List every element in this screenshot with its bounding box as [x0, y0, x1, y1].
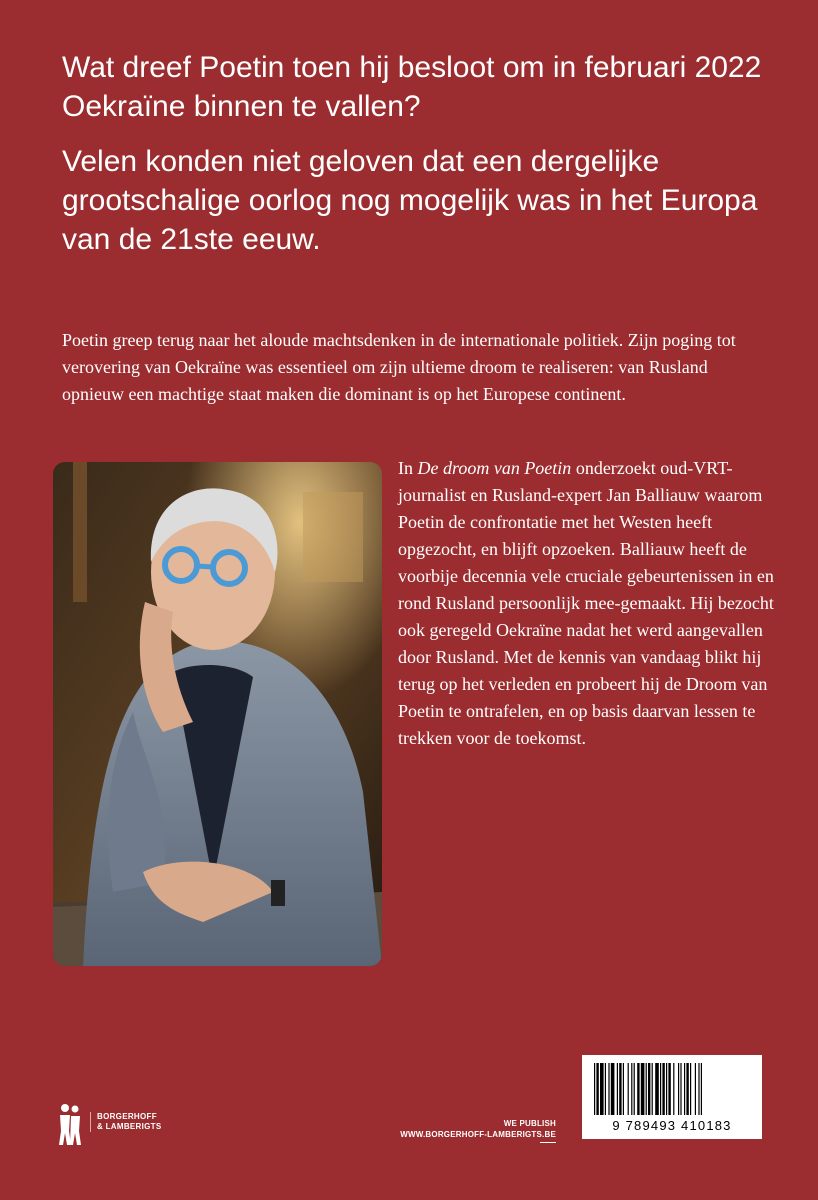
- barcode-bar: [660, 1063, 661, 1115]
- barcode-bar: [600, 1063, 604, 1115]
- barcode-bar: [605, 1063, 606, 1115]
- barcode-bar: [673, 1063, 674, 1115]
- barcode-bar: [698, 1063, 699, 1115]
- body-paragraph: [398, 455, 778, 752]
- barcode-bar: [611, 1063, 615, 1115]
- barcode-bar: [596, 1063, 598, 1115]
- barcode-bar: [668, 1063, 670, 1115]
- publisher-name: [90, 1112, 162, 1132]
- body-prefix: In: [398, 458, 418, 478]
- publisher-tagline: WE PUBLISH: [503, 1119, 556, 1128]
- publisher-name-line2: & LAMBERIGTS: [97, 1122, 162, 1131]
- publisher-web: [400, 1118, 556, 1140]
- barcode-bar: [634, 1063, 635, 1115]
- barcode-bar: [594, 1063, 595, 1115]
- isbn-number: 9 789493 410183: [612, 1118, 732, 1133]
- headline-statement: Velen konden niet geloven dat een dergelijke grootschalige oorlog nog mogelijk was in het Europa van de 21ste eeuw.: [62, 145, 758, 256]
- barcode-bar: [695, 1063, 696, 1115]
- barcode-bar: [617, 1063, 618, 1115]
- author-photo: [53, 462, 382, 966]
- barcode-bar: [655, 1063, 659, 1115]
- barcode-bar: [637, 1063, 639, 1115]
- barcode-bar: [684, 1063, 685, 1115]
- isbn-barcode: [582, 1055, 762, 1139]
- barcode-bar: [641, 1063, 645, 1115]
- divider: [540, 1142, 556, 1143]
- barcode-bars: [594, 1063, 750, 1115]
- intro-paragraph: Poetin greep terug naar het aloude machtsdenken in de internationale politiek. Zijn poging tot verovering van Oekraïne was essentieel om zijn ultieme droom te realiseren: van Rusland opnieuw een machtige staat maken die dominant is op het Europese continent.: [62, 330, 736, 404]
- book-title: De droom van Poetin: [417, 458, 572, 478]
- publisher-name-line1: BORGERHOFF: [97, 1112, 157, 1121]
- barcode-bar: [652, 1063, 653, 1115]
- barcode-bar: [701, 1063, 702, 1115]
- barcode-bar: [608, 1063, 609, 1115]
- barcode-bar: [628, 1063, 629, 1115]
- headline-question: Wat dreef Poetin toen hij besloot om in februari 2022 Oekraïne binnen te vallen?: [62, 51, 762, 123]
- body-text: onderzoekt oud-VRT-journalist en Rusland-expert Jan Balliauw waarom Poetin de confrontatie met het Westen heeft opgezocht, en blijft opzoeken. Balliauw heeft de voorbije decennia vele cruciale gebeurtenissen in en rond Rusland persoonlijk mee-gemaakt. Hij bezocht ook geregeld Oekraïne nadat het werd aangevallen door Rusland. Met de kennis van vandaag blikt hij terug op het verleden en probeert hij de Droom van Poetin te ontrafelen, en op basis daarvan lessen te trekken voor de toekomst.: [398, 458, 774, 748]
- barcode-bar: [623, 1063, 624, 1115]
- barcode-bar: [678, 1063, 679, 1115]
- barcode-bar: [648, 1063, 650, 1115]
- barcode-bar: [662, 1063, 664, 1115]
- publisher-logo-icon: [55, 1103, 85, 1147]
- barcode-bar: [619, 1063, 621, 1115]
- barcode-bar: [690, 1063, 691, 1115]
- barcode-bar: [680, 1063, 681, 1115]
- barcode-bar: [631, 1063, 632, 1115]
- barcode-bar: [686, 1063, 688, 1115]
- barcode-bar: [646, 1063, 647, 1115]
- back-cover-headline: [62, 48, 762, 259]
- publisher-website: WWW.BORGERHOFF-LAMBERIGTS.BE: [400, 1130, 556, 1139]
- barcode-bar: [666, 1063, 667, 1115]
